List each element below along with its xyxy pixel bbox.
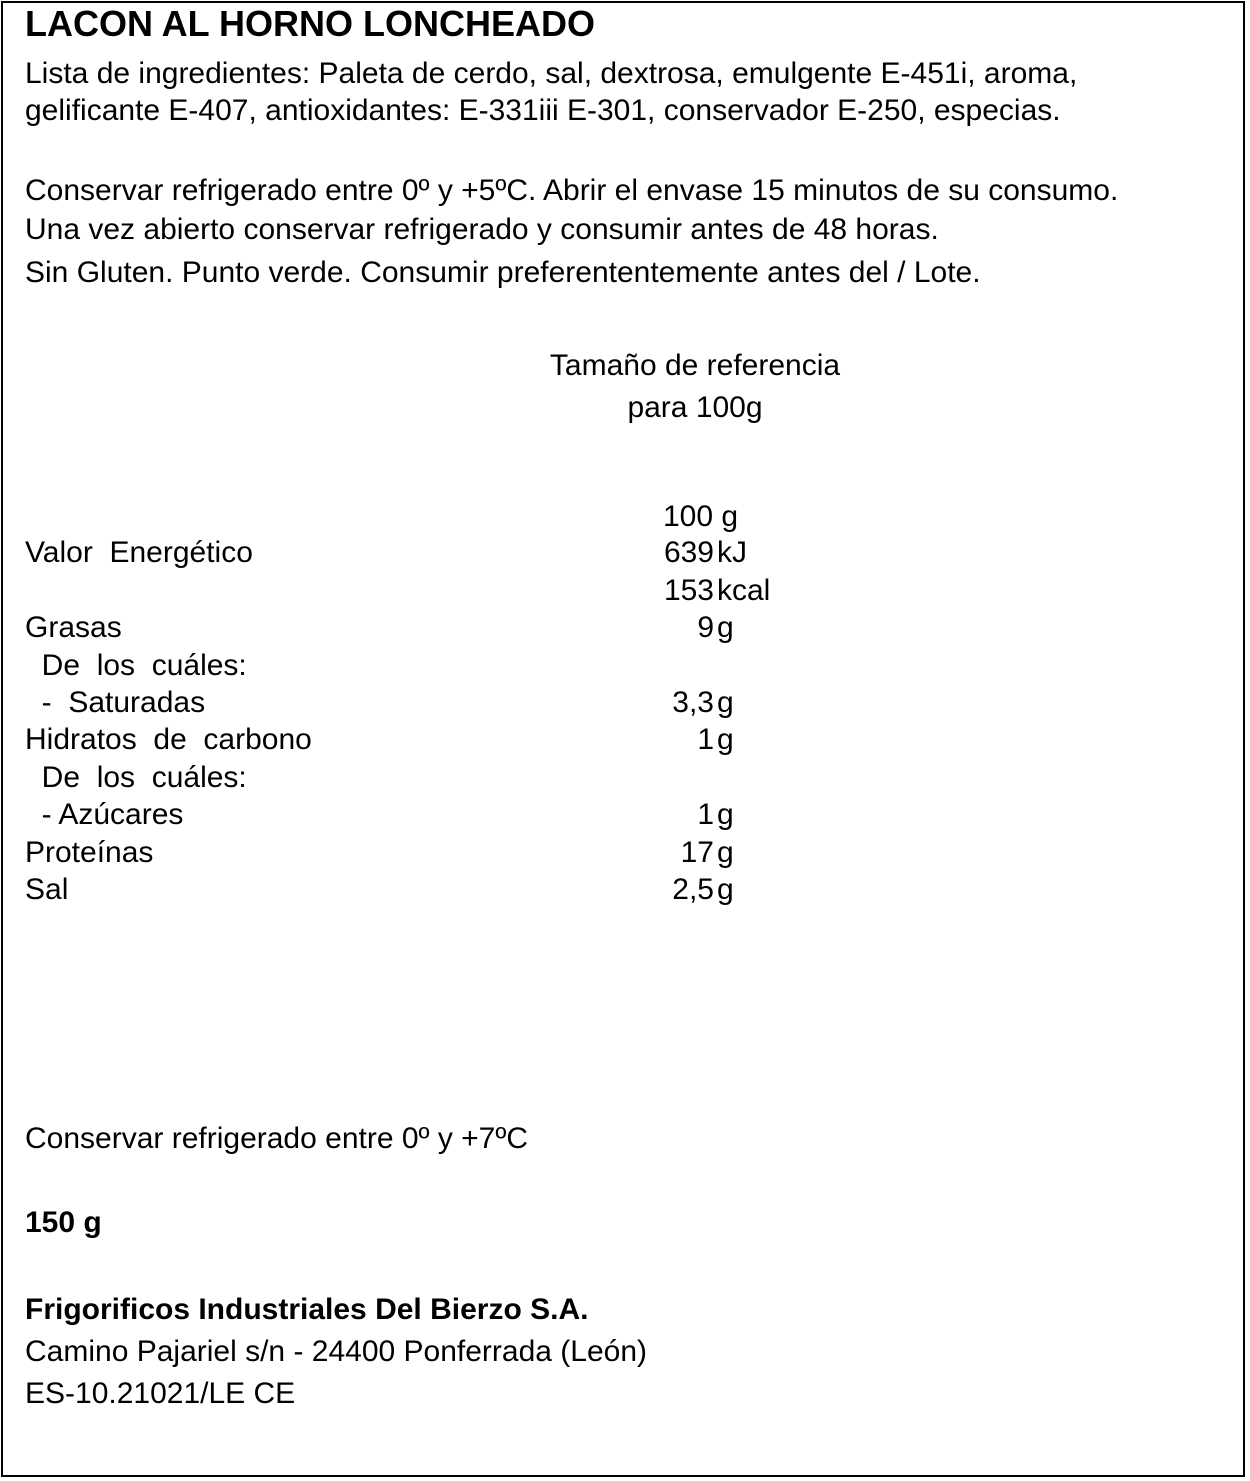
nutrition-row-label: De los cuáles:	[25, 761, 247, 794]
nutrition-row-value: 17	[680, 836, 714, 869]
net-weight: 150 g	[25, 1206, 102, 1239]
reference-size-line-1: Tamaño de referencia	[549, 349, 841, 382]
nutrition-row-label: Grasas	[25, 611, 122, 644]
nutrition-row-unit: g	[717, 611, 734, 644]
ingredients-line-2: gelificante E-407, antioxidantes: E-331iii E-301, conservador E-250, especias.	[25, 94, 1061, 127]
storage-line-3: Sin Gluten. Punto verde. Consumir preferententemente antes del / Lote.	[25, 256, 981, 289]
ingredients-line-1: Lista de ingredientes: Paleta de cerdo, sal, dextrosa, emulgente E-451i, aroma,	[25, 57, 1078, 90]
nutrition-row-value: 1	[697, 798, 714, 831]
nutrition-row-unit: g	[717, 873, 734, 906]
nutrition-row-unit: g	[717, 723, 734, 756]
nutrition-row-unit: kJ	[717, 536, 747, 569]
nutrition-row-value: 3,3	[672, 686, 714, 719]
nutrition-row-unit: g	[717, 798, 734, 831]
storage-temperature: Conservar refrigerado entre 0º y +7ºC	[25, 1122, 528, 1155]
nutrition-row-label: De los cuáles:	[25, 649, 247, 682]
nutrition-row-value: 153	[663, 574, 714, 607]
nutrition-row-label: Sal	[25, 873, 69, 906]
nutrition-column-header: 100 g	[663, 500, 739, 533]
product-title: LACON AL HORNO LONCHEADO	[25, 3, 595, 44]
nutrition-row-label: Proteínas	[25, 836, 154, 869]
nutrition-row-value: 9	[697, 611, 714, 644]
storage-line-1: Conservar refrigerado entre 0º y +5ºC. Abrir el envase 15 minutos de su consumo.	[25, 174, 1119, 207]
nutrition-row-unit: g	[717, 686, 734, 719]
nutrition-row-unit: g	[717, 836, 734, 869]
nutrition-row-label: Hidratos de carbono	[25, 723, 312, 756]
nutrition-row-unit: kcal	[717, 574, 771, 607]
storage-line-2: Una vez abierto conservar refrigerado y consumir antes de 48 horas.	[25, 213, 939, 246]
nutrition-row-label: - Saturadas	[25, 686, 206, 719]
nutrition-row-value: 2,5	[672, 873, 714, 906]
nutrition-row-label: Valor Energético	[25, 536, 253, 569]
registry-number: ES-10.21021/LE CE	[25, 1377, 296, 1410]
company-address: Camino Pajariel s/n - 24400 Ponferrada (León)	[25, 1335, 648, 1368]
nutrition-row-label: - Azúcares	[25, 798, 184, 831]
reference-size-line-2: para 100g	[627, 391, 763, 424]
nutrition-row-value: 639	[663, 536, 714, 569]
company-name: Frigorificos Industriales Del Bierzo S.A.	[25, 1293, 589, 1326]
nutrition-row-value: 1	[697, 723, 714, 756]
